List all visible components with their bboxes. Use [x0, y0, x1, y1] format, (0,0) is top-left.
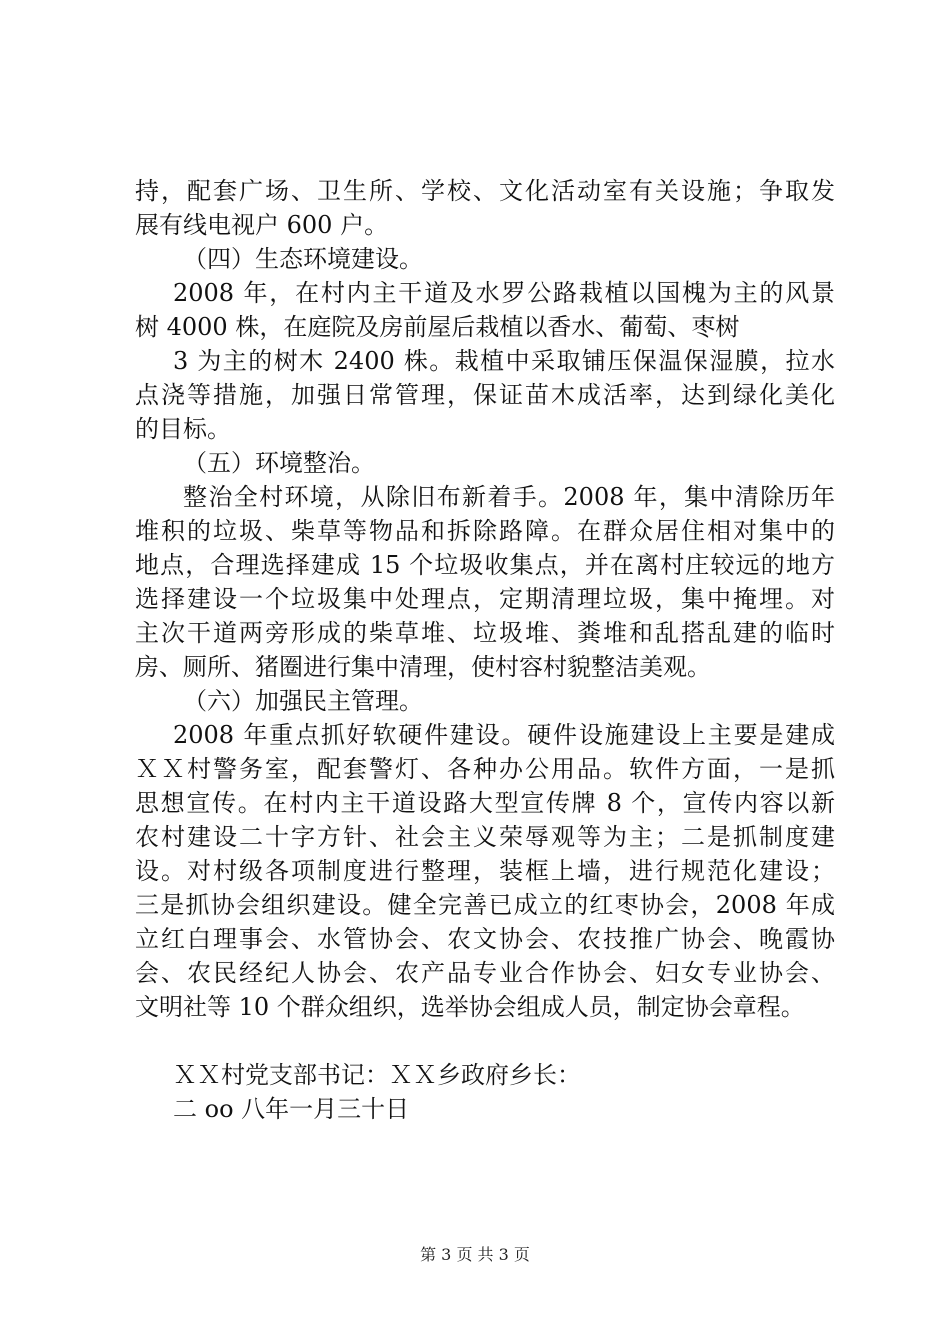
text-line: 2008 年，在村内主干道及水罗公路栽植以国槐为主的风景	[173, 279, 835, 307]
text-line: 选择建设一个垃圾集中处理点，定期清理垃圾，集中掩埋。对	[135, 585, 835, 613]
text-line: 堆积的垃圾、柴草等物品和拆除路障。在群众居住相对集中的	[135, 517, 835, 545]
text-line: 地点，合理选择建成 15 个垃圾收集点，并在离村庄较远的地方	[135, 551, 835, 579]
text-line: 文明社等 10 个群众组织，选举协会组成人员，制定协会章程。	[135, 993, 805, 1021]
text-line: 持，配套广场、卫生所、学校、文化活动室有关设施；争取发	[135, 177, 835, 205]
section-heading: （五）环境整治。	[183, 449, 375, 477]
text-line: 3 为主的树木 2400 株。栽植中采取铺压保温保湿膜，拉水	[173, 347, 835, 375]
text-line: 三是抓协会组织建设。健全完善已成立的红枣协会，2008 年成	[135, 891, 835, 919]
text-line: 思想宣传。在村内主干道设路大型宣传牌 8 个，宣传内容以新	[135, 789, 835, 817]
blank-line	[135, 1024, 835, 1058]
text-line: 点浇等措施，加强日常管理，保证苗木成活率，达到绿化美化	[135, 381, 835, 409]
text-line: ＸＸ村警务室，配套警灯、各种办公用品。软件方面，一是抓	[135, 755, 835, 783]
section-heading: （四）生态环境建设。	[183, 245, 423, 273]
text-line: 整治全村环境，从除旧布新着手。2008 年，集中清除历年	[183, 483, 835, 511]
document-body	[135, 174, 835, 1126]
text-line: 主次干道两旁形成的柴草堆、垃圾堆、粪堆和乱搭乱建的临时	[135, 619, 835, 647]
text-line: 树 4000 株，在庭院及房前屋后栽植以香水、葡萄、枣树	[135, 313, 740, 341]
text-line: 2008 年重点抓好软硬件建设。硬件设施建设上主要是建成	[173, 721, 835, 749]
section-heading: （六）加强民主管理。	[183, 687, 423, 715]
text-line: 农村建设二十字方针、社会主义荣辱观等为主；二是抓制度建	[135, 823, 835, 851]
text-line: 会、农民经纪人协会、农产品专业合作协会、妇女专业协会、	[135, 959, 835, 987]
text-line: 的目标。	[135, 415, 231, 443]
text-line: 立红白理事会、水管协会、农文协会、农技推广协会、晚霞协	[135, 925, 835, 953]
date-line: 二 oo 八年一月三十日	[173, 1095, 410, 1123]
text-line: 房、厕所、猪圈进行集中清理，使村容村貌整洁美观。	[135, 653, 711, 681]
signature-line: ＸＸ村党支部书记：ＸＸ乡政府乡长：	[173, 1061, 581, 1089]
text-line: 展有线电视户 600 户。	[135, 211, 389, 239]
page-number-footer: 第 3 页 共 3 页	[420, 1245, 530, 1264]
text-line: 设。对村级各项制度进行整理，装框上墙，进行规范化建设；	[135, 857, 835, 885]
